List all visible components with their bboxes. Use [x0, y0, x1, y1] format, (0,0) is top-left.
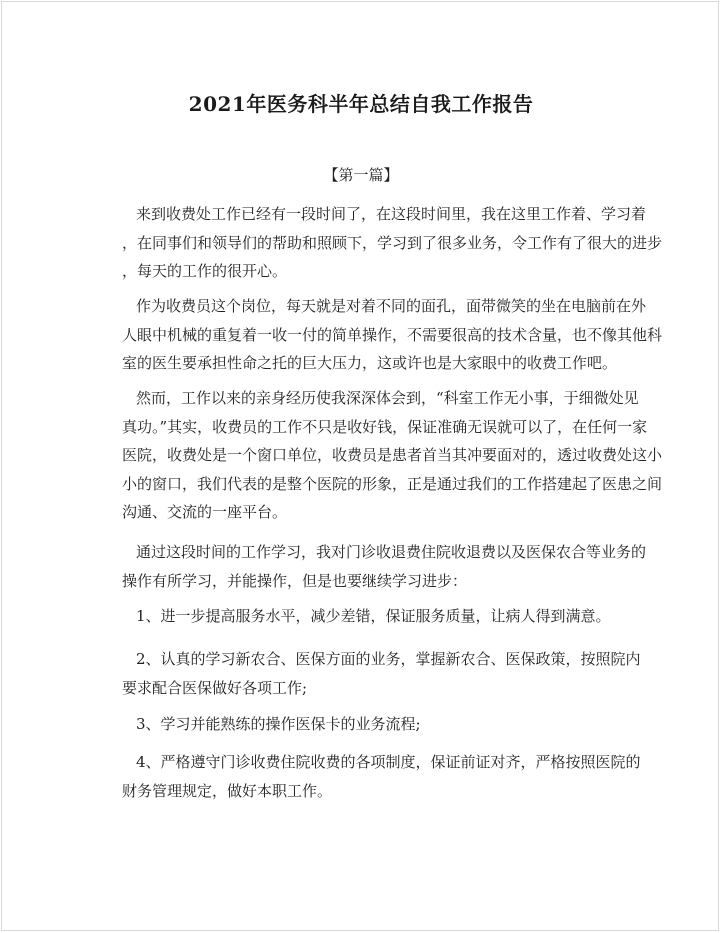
document-page — [1, 1, 719, 931]
paragraph-line: 真功。”其实，收费员的工作不只是收好钱，保证准确无误就可以了，在任何一家 — [122, 417, 648, 436]
list-item-2 — [122, 645, 641, 702]
paragraph-line: 通过这段时间的工作学习，我对门诊收退费住院收退费以及医保农合等业务的 — [136, 543, 647, 561]
section-label: 【第一篇】 — [323, 166, 399, 184]
paragraph-line: 来到收费处工作已经有一段时间了，在这段时间里，我在这里工作着、学习着 — [136, 205, 647, 223]
paragraph-line: 人眼中机械的重复着一收一付的简单操作，不需要很高的技术含量，也不像其他科 — [122, 325, 663, 344]
paragraph-line: ，在同事们和领导们的帮助和照顾下，学习到了很多业务，令工作有了很大的进步 — [122, 233, 663, 252]
paragraph-line: 3、学习并能熟练的操作医保卡的业务流程; — [136, 715, 421, 733]
paragraph-1 — [122, 200, 663, 286]
paragraph-line: ，每天的工作的很开心。 — [122, 262, 288, 280]
paragraph-4 — [122, 538, 647, 595]
list-item-4 — [122, 748, 641, 805]
paragraph-line: 4、严格遵守门诊收费住院收费的各项制度，保证前证对齐，严格按照医院的 — [136, 753, 641, 771]
paragraph-line: 小的窗口，我们代表的是整个医院的形象，正是通过我们的工作搭建起了医患之间 — [122, 474, 663, 493]
paragraph-line: 2、认真的学习新农合、医保方面的业务，掌握新农合、医保政策，按照院内 — [136, 650, 641, 668]
paragraph-line: 作为收费员这个岗位，每天就是对着不同的面孔，面带微笑的坐在电脑前在外 — [136, 297, 647, 315]
document-title: 2021年医务科半年总结自我工作报告 — [188, 92, 534, 116]
paragraph-line: 沟通、交流的一座平台。 — [122, 503, 288, 521]
paragraph-2 — [122, 292, 663, 378]
paragraph-line: 要求配合医保做好各项工作; — [122, 678, 308, 697]
paragraph-line: 医院，收费处是一个窗口单位，收费员是患者首当其冲要面对的，透过收费处这小 — [122, 446, 663, 464]
paragraph-line: 财务管理规定，做好本职工作。 — [122, 781, 333, 800]
list-item-1 — [122, 602, 617, 631]
paragraph-line: 1、进一步提高服务水平，减少差错，保证服务质量，让病人得到满意。 — [136, 607, 611, 625]
list-item-3 — [122, 710, 617, 739]
paragraph-line: 操作有所学习，并能操作，但是也要继续学习进步： — [122, 571, 468, 590]
paragraph-line: 室的医生要承担性命之托的巨大压力，这或许也是大家眼中的收费工作吧。 — [122, 354, 618, 372]
paragraph-3 — [122, 384, 663, 527]
paragraph-line: 然而，工作以来的亲身经历使我深深体会到，“科室工作无小事，于细微处见 — [136, 389, 639, 407]
